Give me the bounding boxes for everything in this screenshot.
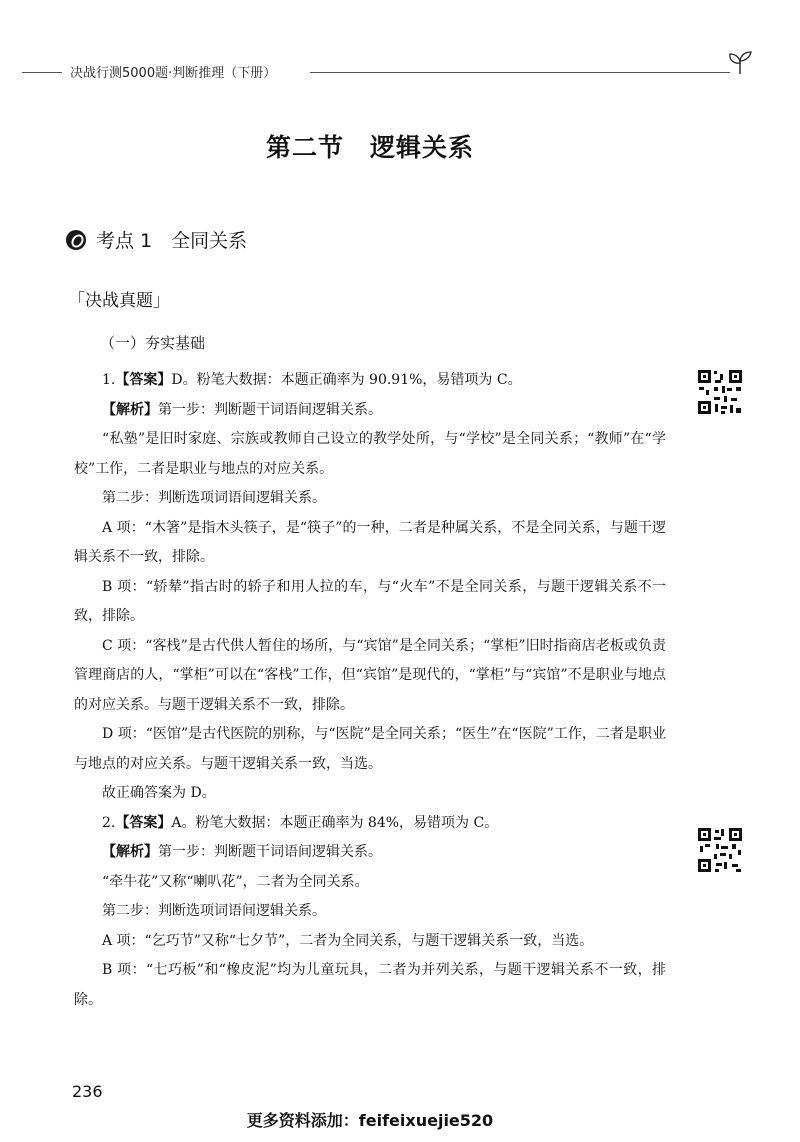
topic-heading	[66, 226, 247, 253]
q2-paragraph-1: “牵牛花”又称“喇叭花”，二者为全同关系。	[102, 873, 369, 890]
header-rule-right	[310, 72, 730, 73]
q2-analysis	[74, 838, 666, 868]
q1-analysis	[74, 396, 666, 426]
q1-answer-text: D。粉笔大数据：本题正确率为 90.91%，易错项为 C。	[171, 372, 522, 388]
pen-badge-icon	[66, 230, 86, 250]
q1-number: 1.	[102, 372, 116, 388]
answer-tag: 【答案】	[115, 814, 172, 831]
subsection-heading: （一）夯实基础	[100, 334, 206, 352]
q1-option-a: A 项：“木箸”是指木头筷子，是“筷子”的一种，二者是种属关系，不是全同关系，与题干逻辑关系不一致，排除。	[74, 519, 666, 565]
qr-code-icon	[696, 368, 744, 416]
q2-option-b: B 项：“七巧板”和“橡皮泥”均为儿童玩具，二者为并列关系，与题干逻辑关系不一致，排除。	[74, 962, 666, 1008]
q1-paragraph-1: “私塾”是旧时家庭、宗族或教师自己设立的教学处所，与“学校”是全同关系；“教师”在“学校”工作，二者是职业与地点的对应关系。	[74, 431, 666, 477]
section-title: 第二节 逻辑关系	[265, 133, 474, 162]
book-title: 决战行测5000题·判断推理（下册）	[70, 66, 277, 81]
q1-option-c: C 项：“客栈”是古代供人暂住的场所，与“宾馆”是全同关系；“掌柜”旧时指商店老板或负责管理商店的人，“掌柜”可以在“客栈”工作，但“宾馆”是现代的，“掌柜”与“宾馆”不是职业与地点的对应关系。与题干逻辑关系不一致，排除。	[74, 637, 666, 713]
block-label: 「决战真题」	[68, 291, 170, 311]
sprout-icon	[726, 48, 754, 76]
q1-paragraph-2: 第二步：判断选项词语间逻辑关系。	[102, 490, 326, 506]
q1-answer	[74, 366, 666, 396]
topic-label: 考点 1 全同关系	[96, 230, 248, 252]
footer-note: 更多资料添加：feifeixuejie520	[246, 1111, 494, 1130]
page-number: 236	[72, 1082, 103, 1101]
q1-option-b: B 项：“轿辇”指古时的轿子和用人拉的车，与“火车”不是全同关系，与题干逻辑关系不一致，排除。	[74, 578, 666, 624]
answer-tag: 【答案】	[115, 372, 172, 388]
header-rule-left	[22, 72, 62, 73]
q2-paragraph-2: 第二步：判断选项词语间逻辑关系。	[102, 903, 326, 919]
q1-conclusion: 故正确答案为 D。	[102, 785, 216, 801]
q2-answer	[74, 809, 666, 839]
analysis-tag: 【解析】	[102, 401, 158, 418]
analysis-tag: 【解析】	[102, 844, 158, 860]
q2-answer-text: A。粉笔大数据：本题正确率为 84%，易错项为 C。	[171, 814, 499, 831]
q1-option-d: D 项：“医馆”是古代医院的别称，与“医院”是全同关系；“医生”在“医院”工作，二者是职业与地点的对应关系。与题干逻辑关系一致，当选。	[74, 726, 666, 772]
q2-analysis-text: 第一步：判断题干词语间逻辑关系。	[158, 844, 382, 860]
q2-number: 2.	[102, 814, 116, 831]
q1-analysis-text: 第一步：判断题干词语间逻辑关系。	[158, 401, 382, 418]
q2-option-a: A 项：“乞巧节”又称“七夕节”，二者为全同关系，与题干逻辑关系一致，当选。	[102, 932, 594, 949]
running-header	[0, 60, 800, 90]
article-body	[74, 366, 666, 1015]
qr-code-icon	[696, 826, 744, 874]
